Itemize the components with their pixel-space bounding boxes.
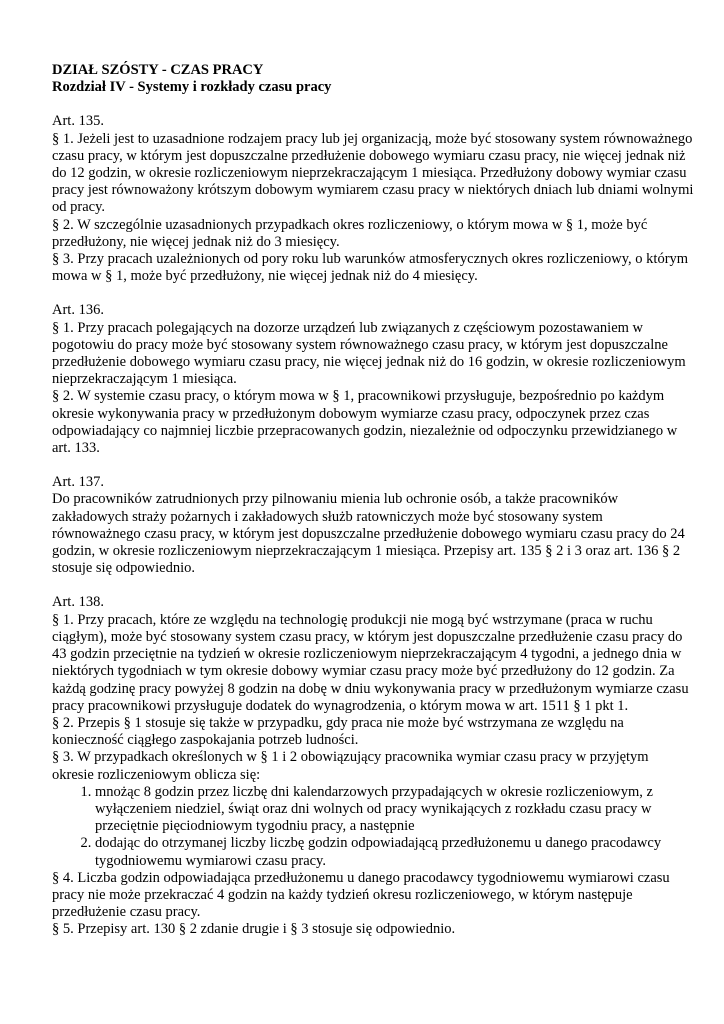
article-paragraph: Do pracowników zatrudnionych przy pilnowaniu mienia lub ochronie osób, a także pracowników zakładowych straży pożarnych i zakładowych służb ratowniczych może być stosowany system równoważnego czasu pracy, w którym jest dopuszczalne przedłużenie dobowego wymiaru czasu pracy do 24 godzin, w okresie rozliczeniowym nieprzekraczającym 1 miesiąca. Przepisy art. 135 § 2 i 3 oraz art. 136 § 2 stosuje się odpowiednio. [52, 491, 685, 577]
calculation-list [52, 784, 694, 870]
list-item: 2. dodając do otrzymanej liczby liczbę godzin odpowiadającą przedłużonemu u danego pracodawcy tygodniowemu wymiarowi czasu pracy. [95, 835, 694, 869]
article-138 [52, 594, 694, 938]
article-paragraph: § 2. Przepis § 1 stosuje się także w przypadku, gdy praca nie może być wstrzymana ze względu na konieczność ciągłego zaspokajania potrzeb ludności. [52, 714, 624, 749]
article-paragraph: § 1. Przy pracach, które ze względu na technologię produkcji nie mogą być wstrzymane (praca w ruchu ciągłym), może być stosowany system czasu pracy, w którym jest dopuszczalne przedłużenie czasu pracy do 43 godzin przeciętnie na tydzień w okresie rozliczeniowym nieprzekraczającym 4 tygodni, a jednego dnia w niektórych tygodniach w tym okresie dobowy wymiar czasu pracy może być przedłużony do 12 godzin. Za każdą godzinę pracy powyżej 8 godzin na dobę w dniu wykonywania pracy w przedłużonym wymiarze czasu pracy pracownikowi przysługuje dodatek do wynagrodzenia, o którym mowa w art. 1511 § 1 pkt 1. [52, 611, 689, 714]
article-paragraph: § 5. Przepisy art. 130 § 2 zdanie drugie i § 3 stosuje się odpowiednio. [52, 921, 456, 938]
article-137 [52, 474, 694, 577]
document-page [52, 62, 694, 939]
article-label: Art. 136. [52, 302, 104, 319]
article-136 [52, 302, 694, 457]
section-subtitle: Rozdział IV - Systemy i rozkłady czasu pracy [52, 79, 332, 96]
article-paragraph: § 1. Jeżeli jest to uzasadnione rodzajem pracy lub jej organizacją, może być stosowany system równoważnego czasu pracy, w którym jest dopuszczalne przedłużenie dobowego wymiaru czasu pracy, nie więcej jednak niż do 12 godzin, w okresie rozliczeniowym nieprzekraczającym 1 miesiąca. Przedłużony dobowy wymiar czasu pracy jest równoważony krótszym dobowym wymiarem czasu pracy w niektórych dniach lub dniami wolnymi od pracy. [52, 130, 694, 216]
article-paragraph: § 2. W szczególnie uzasadnionych przypadkach okres rozliczeniowy, o którym mowa w § 1, może być przedłużony, nie więcej jednak niż do 3 miesięcy. [52, 216, 648, 250]
article-paragraph: § 4. Liczba godzin odpowiadająca przedłużonemu u danego pracodawcy tygodniowemu wymiarowi czasu pracy nie może przekraczać 4 godzin na każdy tydzień okresu rozliczeniowego, w którym następuje przedłużenie czasu pracy. [52, 869, 670, 921]
article-label: Art. 137. [52, 474, 104, 491]
article-paragraph: § 2. W systemie czasu pracy, o którym mowa w § 1, pracownikowi przysługuje, bezpośrednio po każdym okresie wykonywania pracy w przedłużonym dobowym wymiarze czasu pracy, odpoczynek przez czas odpowiadający co najmniej liczbie przepracowanych godzin, niezależnie od odpoczynku przewidzianego w art. 133. [52, 388, 678, 457]
chapter-title: DZIAŁ SZÓSTY - CZAS PRACY [52, 62, 264, 78]
article-paragraph: § 1. Przy pracach polegających na dozorze urządzeń lub związanych z częściowym pozostawaniem w pogotowiu do pracy może być stosowany system równoważnego czasu pracy, w którym jest dopuszczalne przedłużenie dobowego wymiaru czasu pracy, nie więcej jednak niż do 16 godzin, w okresie rozliczeniowym nieprzekraczającym 1 miesiąca. [52, 319, 686, 388]
article-paragraph: § 3. W przypadkach określonych w § 1 i 2 obowiązujący pracownika wymiar czasu pracy w przyjętym okresie rozliczeniowym oblicza się: [52, 749, 649, 783]
article-135 [52, 113, 694, 285]
article-label: Art. 135. [52, 113, 104, 130]
article-paragraph: § 3. Przy pracach uzależnionych od pory roku lub warunków atmosferycznych okres rozliczeniowy, o którym mowa w § 1, może być przedłużony, nie więcej jednak niż do 4 miesięcy. [52, 251, 689, 285]
list-item: 1. mnożąc 8 godzin przez liczbę dni kalendarzowych przypadających w okresie rozliczeniowym, z wyłączeniem niedziel, świąt oraz dni wolnych od pracy wynikających z rozkładu czasu pracy w przeciętnie pięciodniowym tygodniu pracy, a następnie [95, 784, 694, 836]
article-label: Art. 138. [52, 594, 104, 611]
